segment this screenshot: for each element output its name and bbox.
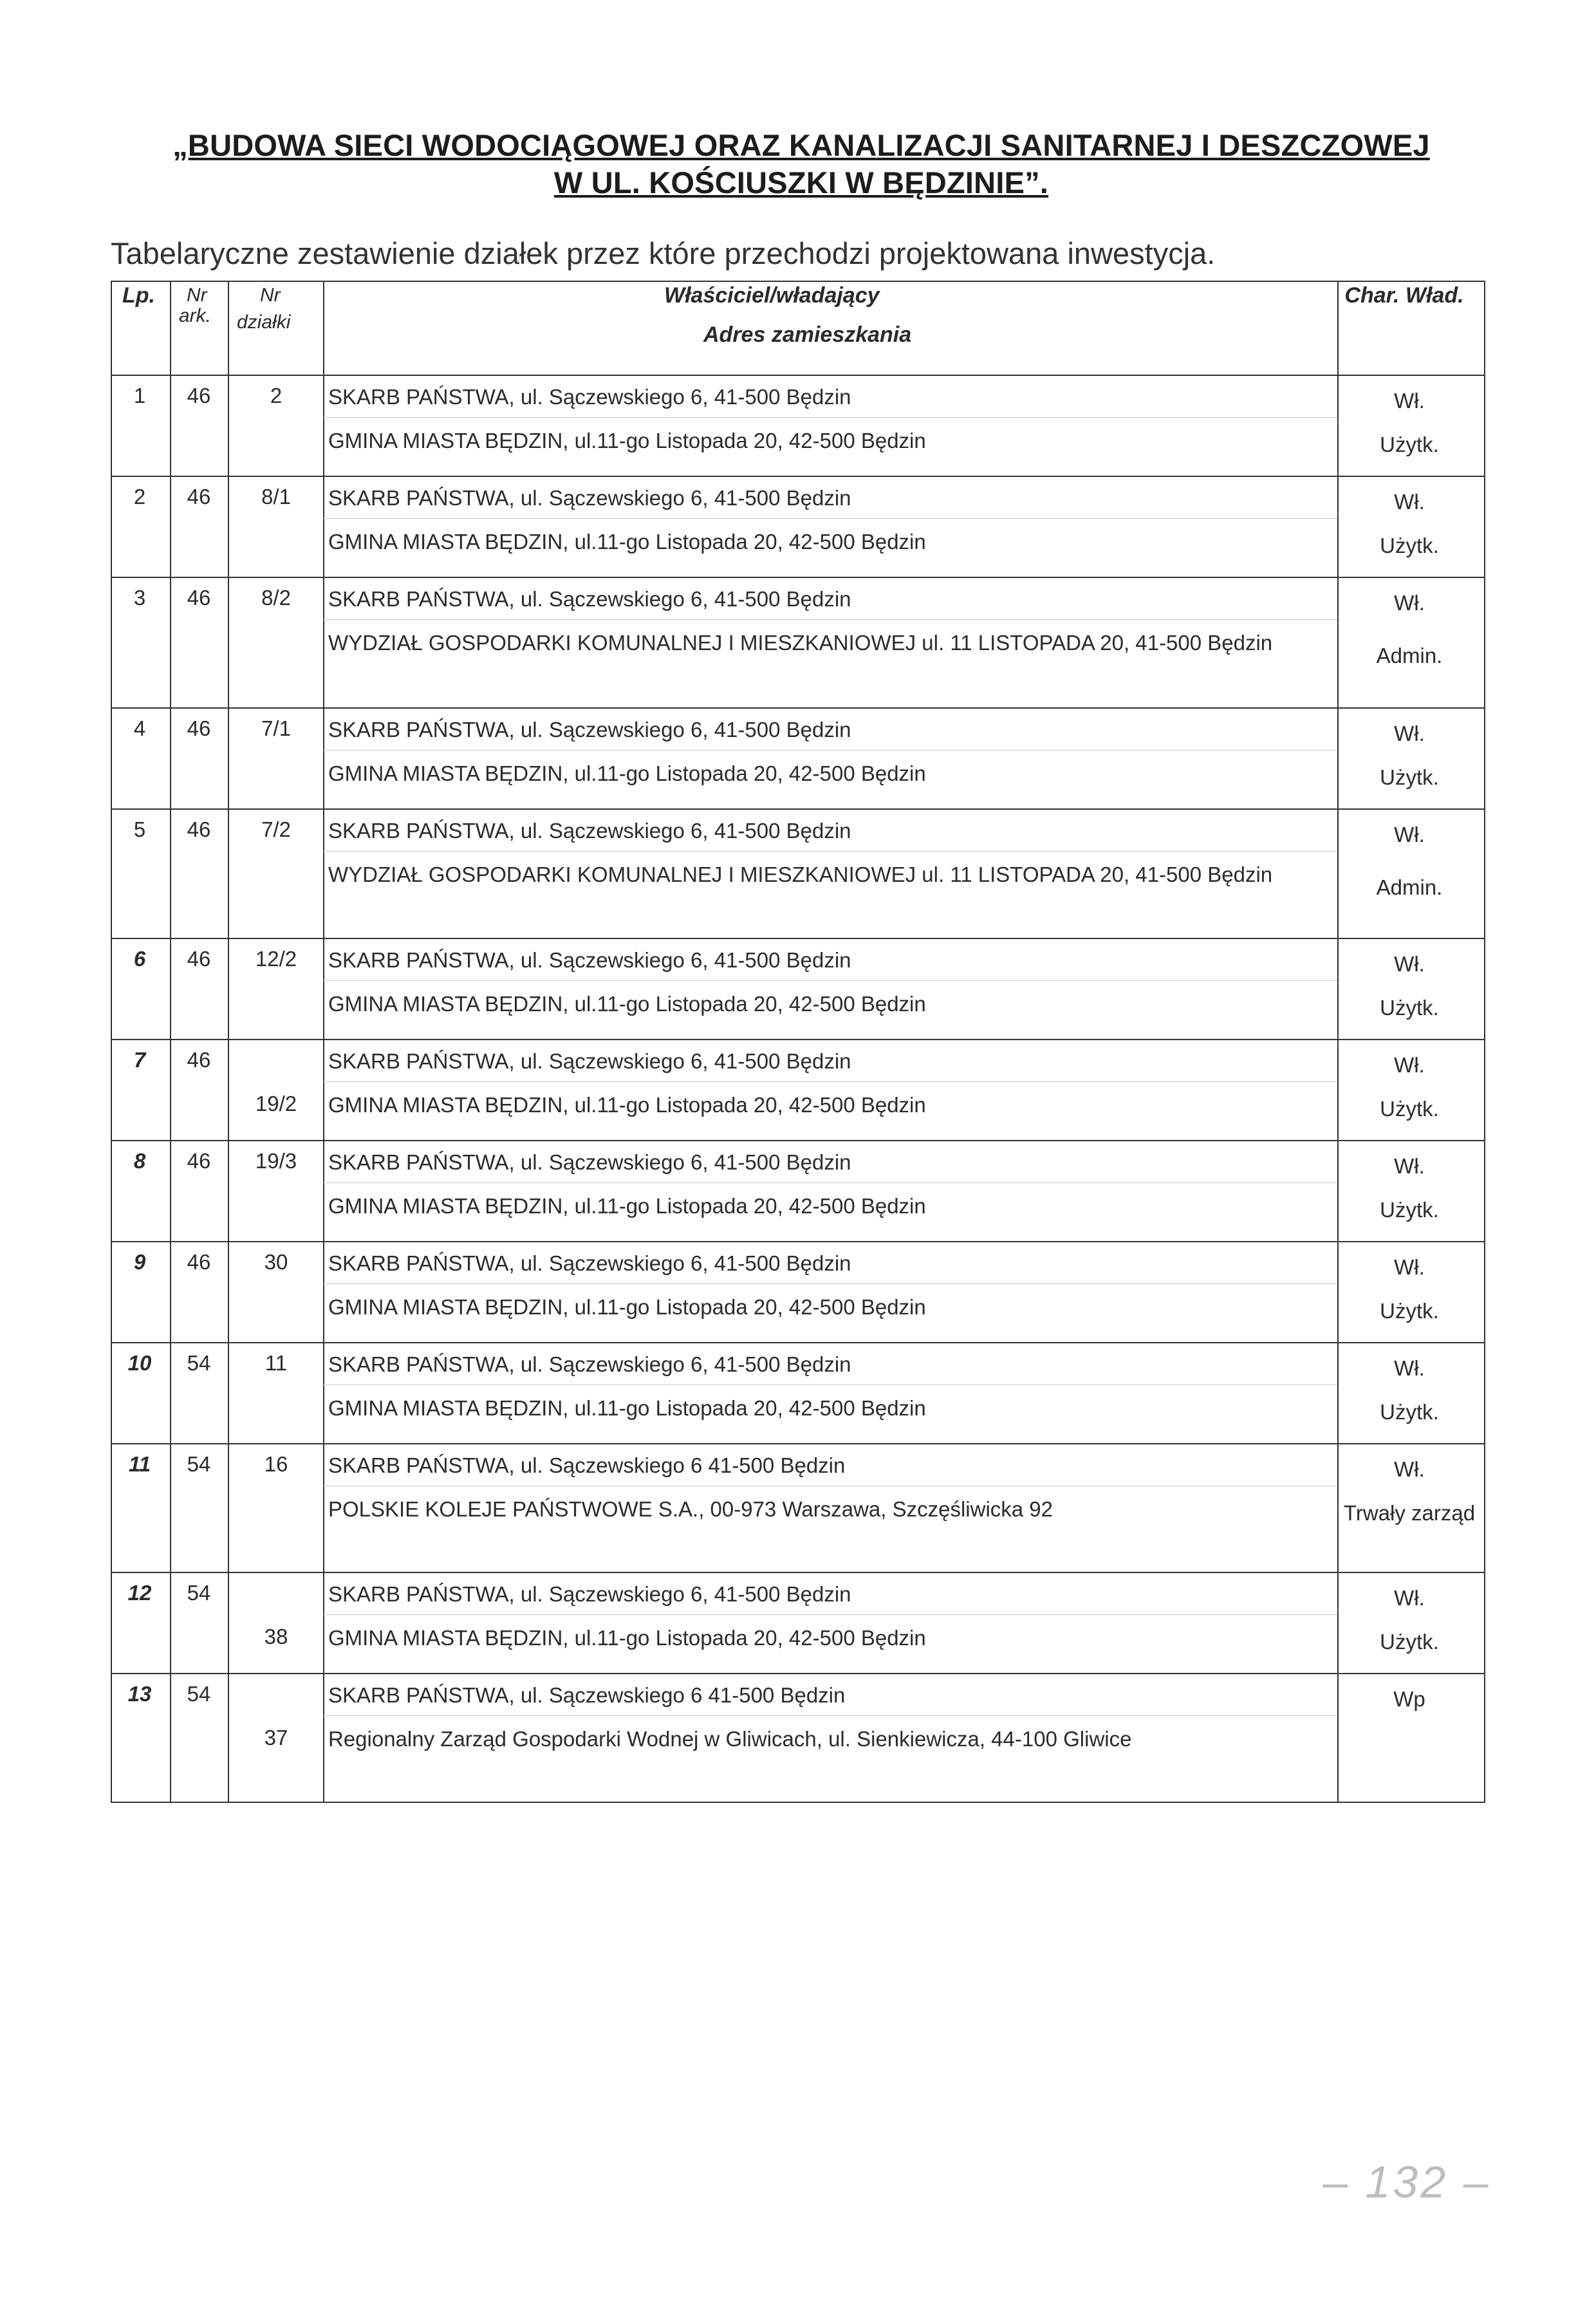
cell-dzialka: 19/2 — [255, 1092, 297, 1115]
cell-char: Wł. — [1394, 1356, 1425, 1380]
cell-owner-primary: SKARB PAŃSTWA, ul. Sączewskiego 6, 41-500 Będzin — [328, 1352, 851, 1376]
cell-owner-secondary: GMINA MIASTA BĘDZIN, ul.11-go Listopada 20, 42-500 Będzin — [328, 1626, 926, 1650]
cell-owner-primary: SKARB PAŃSTWA, ul. Sączewskiego 6, 41-500 Będzin — [328, 1582, 851, 1606]
handwritten-page-number: – 132 – — [1322, 2157, 1491, 2207]
cell-char: Wł. — [1394, 952, 1425, 976]
cell-char: Użytk. — [1380, 1299, 1439, 1323]
cell-owner-primary: SKARB PAŃSTWA, ul. Sączewskiego 6, 41-500 Będzin — [328, 587, 851, 611]
owner-separator — [323, 750, 1337, 751]
owner-separator — [323, 851, 1337, 852]
cell-owner-primary: SKARB PAŃSTWA, ul. Sączewskiego 6, 41-500 Będzin — [328, 819, 851, 843]
cell-owner-primary: SKARB PAŃSTWA, ul. Sączewskiego 6, 41-500 Będzin — [328, 948, 851, 972]
cell-char: Wł. — [1394, 591, 1425, 615]
cell-char: Wł. — [1394, 823, 1425, 846]
cell-char: Wł. — [1394, 1586, 1425, 1610]
cell-char: Admin. — [1376, 644, 1443, 667]
owner-separator — [323, 417, 1337, 418]
cell-owner-secondary: POLSKIE KOLEJE PAŃSTWOWE S.A., 00-973 Warszawa, Szczęśliwicka 92 — [328, 1497, 1053, 1521]
table-row-divider — [111, 707, 1485, 709]
cell-ark: 46 — [187, 716, 211, 740]
cell-owner-secondary: GMINA MIASTA BĘDZIN, ul.11-go Listopada 20, 42-500 Będzin — [328, 429, 926, 452]
document-title-line-2: W UL. KOŚCIUSZKI W BĘDZINIE”. — [553, 165, 1049, 200]
header-owner: Właściciel/władający — [664, 283, 880, 308]
cell-owner-primary: SKARB PAŃSTWA, ul. Sączewskiego 6 41-500 Będzin — [328, 1453, 846, 1477]
cell-dzialka: 30 — [264, 1250, 288, 1274]
cell-lp: 6 — [133, 947, 146, 971]
cell-dzialka: 7/1 — [261, 716, 291, 740]
cell-owner-secondary: GMINA MIASTA BĘDZIN, ul.11-go Listopada 20, 42-500 Będzin — [328, 1396, 926, 1420]
table-row-divider — [111, 1241, 1485, 1242]
cell-dzialka: 8/1 — [261, 485, 291, 508]
cell-char: Użytk. — [1380, 534, 1439, 557]
cell-char: Admin. — [1376, 875, 1443, 899]
cell-lp: 13 — [127, 1682, 152, 1706]
cell-char: Wp — [1393, 1687, 1425, 1711]
parcels-table — [111, 281, 1485, 1803]
cell-char: Wł. — [1394, 722, 1425, 745]
owner-separator — [323, 980, 1337, 981]
table-row-divider — [111, 375, 1485, 376]
cell-owner-secondary: GMINA MIASTA BĘDZIN, ul.11-go Listopada 20, 42-500 Będzin — [328, 1093, 926, 1117]
cell-dzialka: 11 — [264, 1351, 288, 1375]
cell-char: Użytk. — [1380, 996, 1439, 1020]
cell-owner-primary: SKARB PAŃSTWA, ul. Sączewskiego 6, 41-500 Będzin — [328, 1251, 851, 1275]
cell-lp: 1 — [133, 384, 146, 407]
document-subtitle: Tabelaryczne zestawienie działek przez które przechodzi projektowana inwestycja. — [111, 236, 1216, 270]
cell-ark: 46 — [187, 586, 211, 610]
cell-dzialka: 16 — [264, 1452, 288, 1476]
table-row-divider — [111, 1572, 1485, 1573]
owner-separator — [323, 1081, 1337, 1082]
cell-lp: 10 — [127, 1351, 152, 1375]
table-border-top — [111, 281, 1485, 282]
table-row-divider — [111, 1443, 1485, 1444]
cell-dzialka: 38 — [264, 1625, 288, 1648]
cell-ark: 46 — [187, 817, 211, 841]
cell-ark: 54 — [187, 1351, 211, 1375]
owner-separator — [323, 619, 1337, 620]
cell-owner-secondary: WYDZIAŁ GOSPODARKI KOMUNALNEJ I MIESZKANIOWEJ ul. 11 LISTOPADA 20, 41-500 Będzin — [328, 863, 1273, 886]
cell-ark: 46 — [187, 1048, 211, 1072]
cell-owner-secondary: GMINA MIASTA BĘDZIN, ul.11-go Listopada 20, 42-500 Będzin — [328, 1194, 926, 1218]
owner-separator — [323, 1182, 1337, 1183]
cell-ark: 46 — [187, 485, 211, 508]
cell-lp: 7 — [133, 1048, 146, 1072]
cell-ark: 54 — [187, 1682, 211, 1706]
cell-char: Wł. — [1394, 1457, 1425, 1481]
cell-char: Użytk. — [1380, 1198, 1439, 1222]
cell-dzialka: 37 — [264, 1726, 288, 1749]
table-row-divider — [111, 1673, 1485, 1674]
cell-char: Użytk. — [1380, 765, 1439, 789]
header-dzialki: działki — [237, 312, 291, 333]
cell-owner-primary: SKARB PAŃSTWA, ul. Sączewskiego 6, 41-500 Będzin — [328, 718, 851, 742]
cell-lp: 5 — [133, 817, 146, 841]
cell-owner-secondary: Regionalny Zarząd Gospodarki Wodnej w Gliwicach, ul. Sienkiewicza, 44-100 Gliwice — [328, 1727, 1132, 1751]
header-ark: ark. — [179, 305, 212, 326]
cell-ark: 46 — [187, 384, 211, 407]
cell-dzialka: 8/2 — [261, 586, 291, 610]
cell-dzialka: 7/2 — [261, 817, 291, 841]
header-char: Char. Wład. — [1344, 283, 1464, 308]
cell-owner-secondary: GMINA MIASTA BĘDZIN, ul.11-go Listopada 20, 42-500 Będzin — [328, 1295, 926, 1319]
header-nr: Nr — [187, 285, 207, 306]
cell-dzialka: 12/2 — [255, 947, 297, 971]
table-border-bottom — [111, 1802, 1485, 1803]
owner-separator — [323, 1614, 1337, 1615]
cell-ark: 46 — [187, 947, 211, 971]
cell-lp: 8 — [133, 1149, 146, 1173]
table-row-divider — [111, 577, 1485, 578]
cell-ark: 54 — [187, 1452, 211, 1476]
cell-owner-primary: SKARB PAŃSTWA, ul. Sączewskiego 6, 41-500 Będzin — [328, 486, 851, 510]
owner-separator — [323, 1715, 1337, 1716]
cell-owner-secondary: GMINA MIASTA BĘDZIN, ul.11-go Listopada 20, 42-500 Będzin — [328, 761, 926, 785]
cell-owner-secondary: GMINA MIASTA BĘDZIN, ul.11-go Listopada 20, 42-500 Będzin — [328, 992, 926, 1016]
cell-char: Użytk. — [1380, 1630, 1439, 1654]
cell-char: Wł. — [1394, 1154, 1425, 1178]
cell-lp: 12 — [127, 1581, 152, 1605]
owner-separator — [323, 518, 1337, 519]
header-address: Adres zamieszkania — [703, 322, 912, 347]
table-row-divider — [111, 1039, 1485, 1040]
cell-ark: 46 — [187, 1149, 211, 1173]
cell-owner-secondary: WYDZIAŁ GOSPODARKI KOMUNALNEJ I MIESZKANIOWEJ ul. 11 LISTOPADA 20, 41-500 Będzin — [328, 631, 1273, 655]
cell-char: Trwały zarząd — [1343, 1501, 1476, 1525]
table-row-divider — [111, 1342, 1485, 1343]
cell-lp: 2 — [133, 485, 146, 508]
cell-ark: 54 — [187, 1581, 211, 1605]
cell-char: Wł. — [1394, 1255, 1425, 1279]
owner-separator — [323, 1283, 1337, 1284]
cell-char: Wł. — [1394, 389, 1425, 413]
document-title-line-1: „BUDOWA SIECI WODOCIĄGOWEJ ORAZ KANALIZACJI SANITARNEJ I DESZCZOWEJ — [172, 128, 1430, 162]
cell-owner-primary: SKARB PAŃSTWA, ul. Sączewskiego 6, 41-500 Będzin — [328, 385, 851, 409]
cell-dzialka: 19/3 — [255, 1149, 297, 1173]
cell-ark: 46 — [187, 1250, 211, 1274]
cell-char: Wł. — [1394, 1053, 1425, 1077]
cell-lp: 4 — [133, 716, 146, 740]
cell-char: Użytk. — [1380, 1097, 1439, 1121]
cell-owner-primary: SKARB PAŃSTWA, ul. Sączewskiego 6 41-500 Będzin — [328, 1683, 846, 1707]
cell-owner-secondary: GMINA MIASTA BĘDZIN, ul.11-go Listopada 20, 42-500 Będzin — [328, 530, 926, 554]
header-lp: Lp. — [122, 283, 155, 308]
cell-owner-primary: SKARB PAŃSTWA, ul. Sączewskiego 6, 41-500 Będzin — [328, 1150, 851, 1174]
header-nr-2: Nr — [260, 285, 281, 306]
cell-char: Użytk. — [1380, 1400, 1439, 1424]
cell-dzialka: 2 — [270, 384, 283, 407]
cell-char: Wł. — [1394, 490, 1425, 514]
table-row-divider — [111, 1140, 1485, 1141]
table-row-divider — [111, 808, 1485, 810]
table-row-divider — [111, 938, 1485, 939]
cell-lp: 9 — [133, 1250, 146, 1274]
cell-char: Użytk. — [1380, 433, 1439, 456]
table-row-divider — [111, 476, 1485, 477]
cell-lp: 3 — [133, 586, 146, 610]
cell-lp: 11 — [128, 1452, 151, 1476]
cell-owner-primary: SKARB PAŃSTWA, ul. Sączewskiego 6, 41-500 Będzin — [328, 1049, 851, 1073]
